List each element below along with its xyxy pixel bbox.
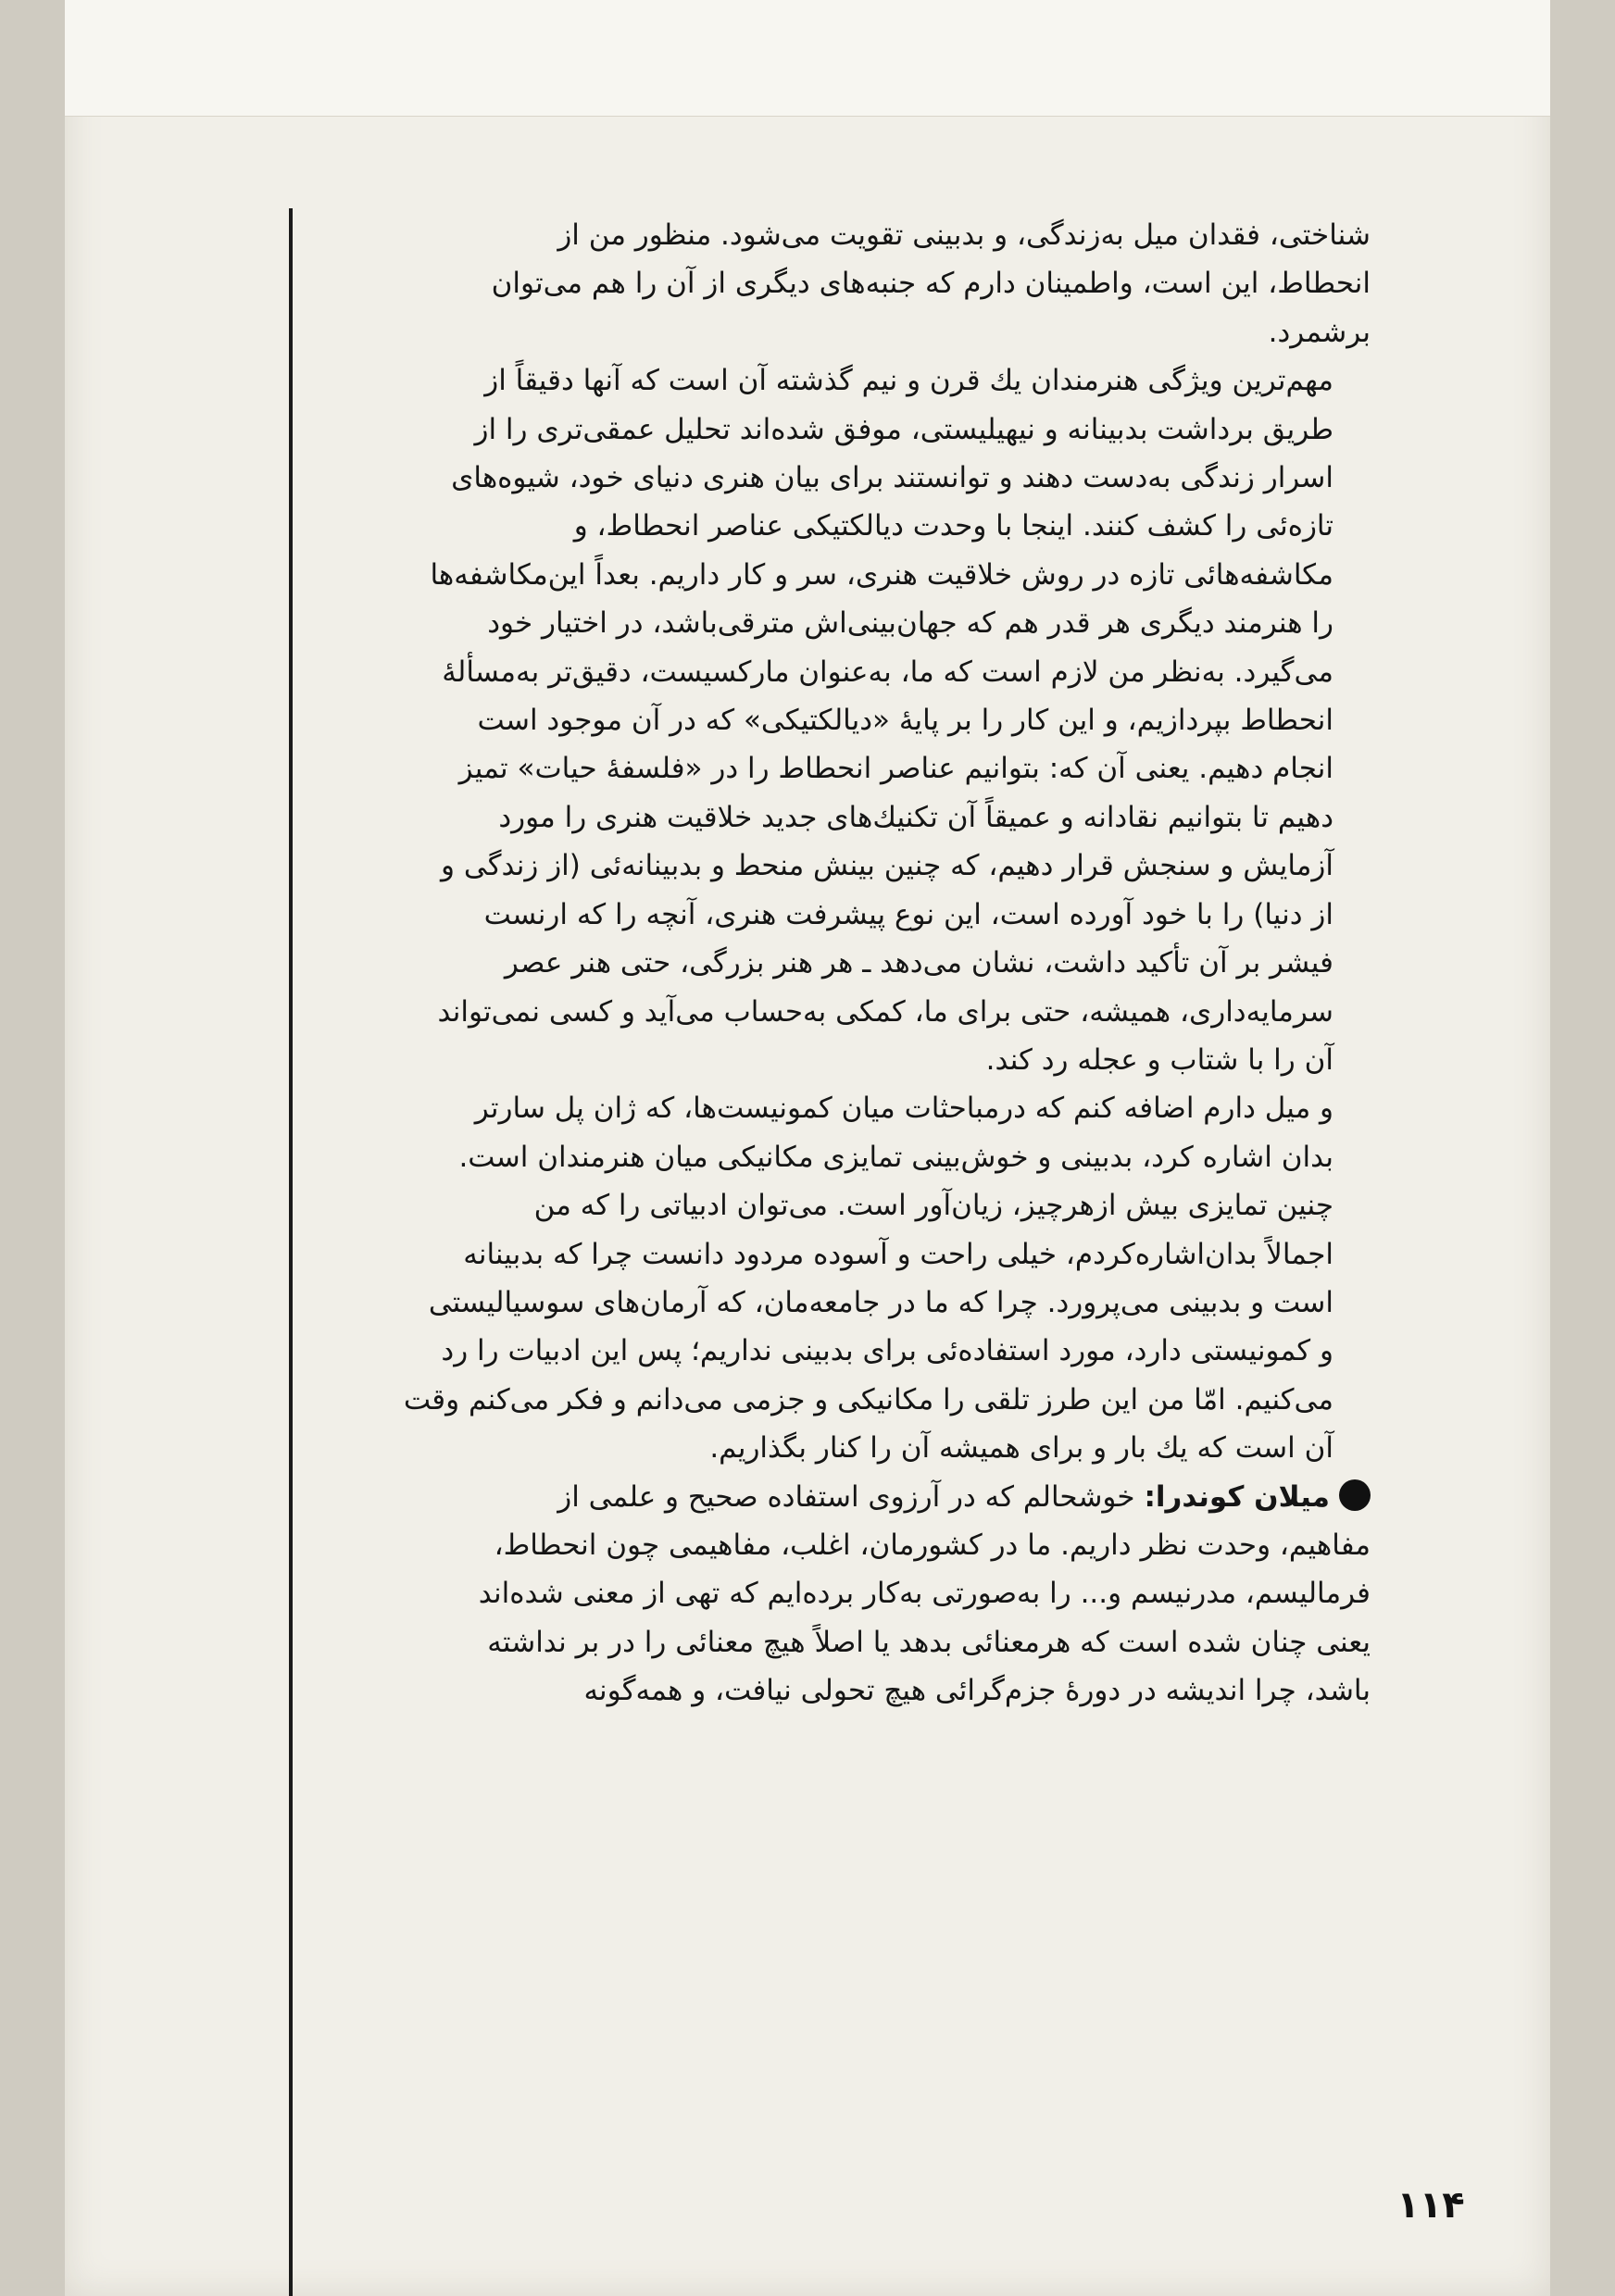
text-line: دهیم تا بتوانیم نقادانه و عمیقاً آن تکنیك‌های جدید خلاقیت هنری را مورد: [498, 800, 1333, 834]
text-line: سرمایه‌داری، همیشه، حتی برای ما، کمکی به‌حساب می‌آید و کسی نمی‌تواند: [437, 994, 1333, 1029]
text-line: یعنی چنان شده است که هرمعنائی بدهد یا اصلاً هیچ معنائی را در بر نداشته: [487, 1625, 1371, 1659]
text-line: مهم‌ترین ویژگی هنرمندان یك قرن و نیم گذشته آن است که آنها دقیقاً از: [484, 364, 1333, 398]
text-line: و میل دارم اضافه کنم که درمباحثات میان کمونیست‌ها، که ژان پل سارتر: [474, 1092, 1333, 1126]
text-line: بدان اشاره کرد، بدبینی و خوش‌بینی تمایزی مکانیکی میان هنرمندان است.: [458, 1140, 1333, 1174]
text-line: از دنیا) را با خود آورده است، این نوع پیشرفت هنری، آنچه را که ارنست: [483, 897, 1333, 931]
speech-first-line: [252, 1473, 1371, 1521]
text-line: مفاهیم، وحدت نظر داریم. ما در کشورمان، اغلب، مفاهیمی چون انحطاط،: [494, 1528, 1371, 1562]
body-text: [252, 211, 1371, 1716]
text-line: باشد، چرا اندیشه در دورهٔ جزم‌گرائی هیچ تحولی نیافت، و همه‌گونه: [583, 1674, 1371, 1708]
page-number: ۱۱۴: [1396, 2184, 1465, 2227]
speech-paragraph: [252, 1473, 1371, 1716]
bullet-dot-icon: [1339, 1479, 1371, 1511]
text-line: و کمونیستی دارد، مورد استفاده‌ئی برای بدبینی نداریم؛ پس این ادبیات را رد: [441, 1334, 1333, 1368]
text-line: مکاشفه‌هائی تازه در روش خلاقیت هنری، سر و کار داریم. بعداً این‌مکاشفه‌ها: [430, 557, 1333, 592]
text-line: آن است که یك بار و برای همیشه آن را کنار بگذاریم.: [709, 1431, 1333, 1466]
text-line: می‌گیرد. به‌نظر من لازم است که ما، به‌عنوان مارکسیست، دقیق‌تر به‌مسألهٔ: [442, 655, 1333, 689]
text-line: شناختی، فقدان میل به‌زندگی، و بدبینی تقویت می‌شود. منظور من از: [557, 218, 1371, 252]
paragraph-3: [252, 1084, 1371, 1472]
text-line: اسرار زندگی به‌دست دهند و توانستند برای بیان هنری دنیای خود، شیوه‌های: [451, 461, 1333, 495]
speaker-name: میلان کوندرا:: [1144, 1479, 1330, 1514]
speech-text: خوشحالم که در آرزوی استفاده صحیح و علمی از: [557, 1479, 1135, 1514]
text-line: است و بدبینی می‌پرورد. چرا که ما در جامعه‌مان، که آرمان‌های سوسیالیستی: [428, 1285, 1333, 1319]
page-top-edge: [65, 0, 1550, 117]
text-line: آزمایش و سنجش قرار دهیم، که چنین بینش منحط و بدبینانه‌ئی (از زندگی و: [441, 849, 1333, 883]
paragraph-2: [252, 356, 1371, 1084]
text-line: طریق برداشت بدبینانه و نیهیلیستی، موفق شده‌اند تحلیل عمقی‌تری را از: [474, 412, 1333, 446]
text-line: فرمالیسم، مدرنیسم و... را به‌صورتی به‌کار برده‌ایم که تهی از معنی شده‌اند: [478, 1577, 1371, 1611]
text-line: انحطاط، این است، واطمینان دارم که جنبه‌های دیگری از آن را هم می‌توان: [491, 267, 1371, 301]
text-line: چنین تمایزی بیش ازهرچیز، زیان‌آور است. می‌توان ادبیاتی را که من: [533, 1189, 1333, 1223]
text-line: تازه‌ئی را کشف کنند. اینجا با وحدت دیالکتیکی عناصر انحطاط، و: [573, 509, 1333, 543]
text-line: انجام دهیم. یعنی آن که: بتوانیم عناصر انحطاط را در «فلسفهٔ حیات» تمیز: [458, 752, 1333, 786]
text-line: انحطاط بپردازیم، و این کار را بر پایهٔ «دیالکتیکی» که در آن موجود است: [477, 704, 1333, 738]
text-line: را هنرمند دیگری هر قدر هم که جهان‌بینی‌اش مترقی‌باشد، در اختیار خود: [487, 606, 1333, 641]
text-line: اجمالاً بدان‌اشاره‌کردم، خیلی راحت و آسوده مردود دانست چرا که بدبینانه: [463, 1237, 1333, 1271]
text-line: می‌کنیم. امّا من این طرز تلقی را مکانیکی و جزمی می‌دانم و فکر می‌کنم وقت: [403, 1382, 1333, 1416]
text-line: برشمرد.: [1268, 315, 1371, 349]
paragraph-1: [252, 211, 1371, 356]
text-line: آن را با شتاب و عجله رد کند.: [985, 1042, 1333, 1077]
text-line: فیشر بر آن تأکید داشت، نشان می‌دهد ـ هر هنر بزرگی، حتی هنر عصر: [504, 946, 1333, 980]
